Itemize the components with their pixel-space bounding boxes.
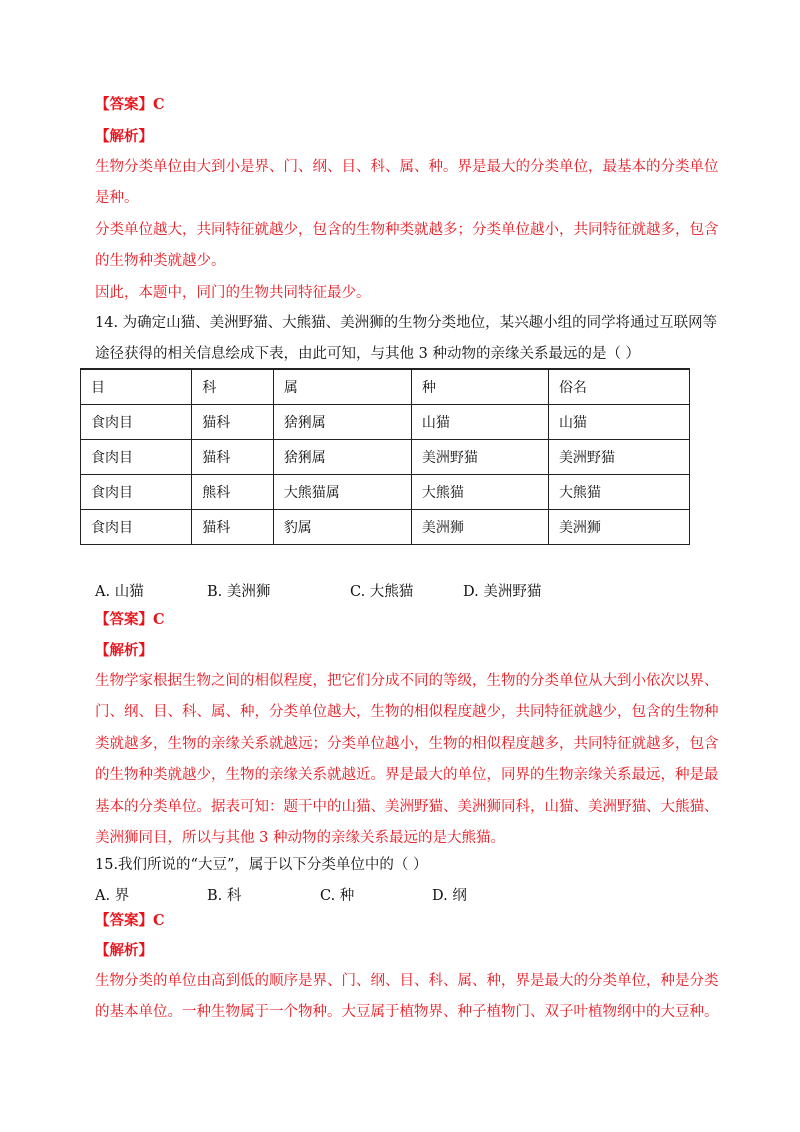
table-cell: 食肉目 bbox=[81, 475, 192, 510]
table-cell: 山猫 bbox=[548, 405, 689, 440]
q13-analysis-line: 因此，本题中，同门的生物共同特征最少。 bbox=[95, 285, 371, 301]
q13-analysis-line: 的生物种类就越少。 bbox=[95, 253, 226, 269]
q14-table bbox=[80, 368, 690, 545]
q14-analysis-label: 【解析】 bbox=[95, 642, 153, 659]
q15-option-d: D. 纲 bbox=[432, 888, 467, 904]
q14-analysis-line: 生物学家根据生物之间的相似程度，把它们分成不同的等级，生物的分类单位从大到小依次以界、 bbox=[95, 673, 719, 689]
table-row bbox=[81, 510, 690, 545]
q13-analysis-line: 生物分类单位由大到小是界、门、纲、目、科、属、种。界是最大的分类单位，最基本的分类单位 bbox=[95, 159, 719, 175]
q14-analysis-line: 类就越多，生物的亲缘关系就越远；分类单位越小，生物的相似程度越多，共同特征就越多，包含 bbox=[95, 736, 719, 752]
q14-option-d: D. 美洲野猫 bbox=[463, 584, 542, 600]
table-cell: 食肉目 bbox=[81, 510, 192, 545]
table-cell: 食肉目 bbox=[81, 440, 192, 475]
table-cell: 猞猁属 bbox=[273, 440, 411, 475]
table-cell: 熊科 bbox=[192, 475, 274, 510]
q13-answer: 【答案】C bbox=[95, 96, 165, 113]
table-header-cell: 属 bbox=[273, 369, 411, 405]
q14-analysis-line: 美洲狮同目，所以与其他 3 种动物的亲缘关系最远的是大熊猫。 bbox=[95, 830, 505, 846]
table-row bbox=[81, 475, 690, 510]
q14-analysis-line: 基本的分类单位。据表可知：题干中的山猫、美洲野猫、美洲狮同科，山猫、美洲野猫、大熊猫、 bbox=[95, 799, 719, 815]
table-cell: 食肉目 bbox=[81, 405, 192, 440]
q14-option-a: A. 山猫 bbox=[95, 584, 144, 600]
table-row bbox=[81, 440, 690, 475]
table-cell: 猞猁属 bbox=[273, 405, 411, 440]
table-cell: 大熊猫属 bbox=[273, 475, 411, 510]
table-header-cell: 目 bbox=[81, 369, 192, 405]
q15-analysis-line: 生物分类的单位由高到低的顺序是界、门、纲、目、科、属、种，界是最大的分类单位，种是分类 bbox=[95, 973, 719, 989]
table-header-row bbox=[81, 369, 690, 405]
table-cell: 猫科 bbox=[192, 510, 274, 545]
table-cell: 豹属 bbox=[273, 510, 411, 545]
table-row bbox=[81, 405, 690, 440]
q14-stem-line: 途径获得的相关信息绘成下表，由此可知，与其他 3 种动物的亲缘关系最远的是（ ） bbox=[95, 346, 641, 362]
q15-stem: 15.我们所说的“大豆”，属于以下分类单位中的（ ） bbox=[95, 857, 428, 873]
table-cell: 美洲野猫 bbox=[411, 440, 548, 475]
table-header-cell: 俗名 bbox=[548, 369, 689, 405]
table-header-cell: 种 bbox=[411, 369, 548, 405]
q13-analysis-line: 分类单位越大，共同特征就越少，包含的生物种类就越多；分类单位越小，共同特征就越多，包含 bbox=[95, 222, 719, 238]
q15-option-a: A. 界 bbox=[95, 888, 130, 904]
table-cell: 大熊猫 bbox=[548, 475, 689, 510]
table-header-cell: 科 bbox=[192, 369, 274, 405]
q15-analysis-line: 的基本单位。一种生物属于一个物种。大豆属于植物界、种子植物门、双子叶植物纲中的大豆种。 bbox=[95, 1004, 719, 1020]
table-cell: 猫科 bbox=[192, 405, 274, 440]
q15-option-c: C. 种 bbox=[320, 888, 355, 904]
q15-answer: 【答案】C bbox=[95, 912, 165, 929]
q13-analysis-label: 【解析】 bbox=[95, 128, 153, 145]
q14-analysis-line: 门、纲、目、科、属、种，分类单位越大，生物的相似程度越少，共同特征就越少，包含的生物种 bbox=[95, 704, 719, 720]
q13-analysis-line: 是种。 bbox=[95, 190, 139, 206]
q14-analysis-line: 的生物种类就越少，生物的亲缘关系就越近。界是最大的单位，同界的生物亲缘关系最远，种是最 bbox=[95, 767, 719, 783]
q14-answer: 【答案】C bbox=[95, 611, 165, 628]
q15-analysis-label: 【解析】 bbox=[95, 942, 153, 959]
table-cell: 猫科 bbox=[192, 440, 274, 475]
q14-option-b: B. 美洲狮 bbox=[207, 584, 271, 600]
q14-option-c: C. 大熊猫 bbox=[350, 584, 414, 600]
table-cell: 美洲野猫 bbox=[548, 440, 689, 475]
q15-option-b: B. 科 bbox=[207, 888, 242, 904]
table-cell: 山猫 bbox=[411, 405, 548, 440]
table-cell: 美洲狮 bbox=[411, 510, 548, 545]
q14-stem-line: 14. 为确定山猫、美洲野猫、大熊猫、美洲狮的生物分类地位，某兴趣小组的同学将通过互联网等 bbox=[95, 315, 718, 331]
table-cell: 大熊猫 bbox=[411, 475, 548, 510]
table-cell: 美洲狮 bbox=[548, 510, 689, 545]
